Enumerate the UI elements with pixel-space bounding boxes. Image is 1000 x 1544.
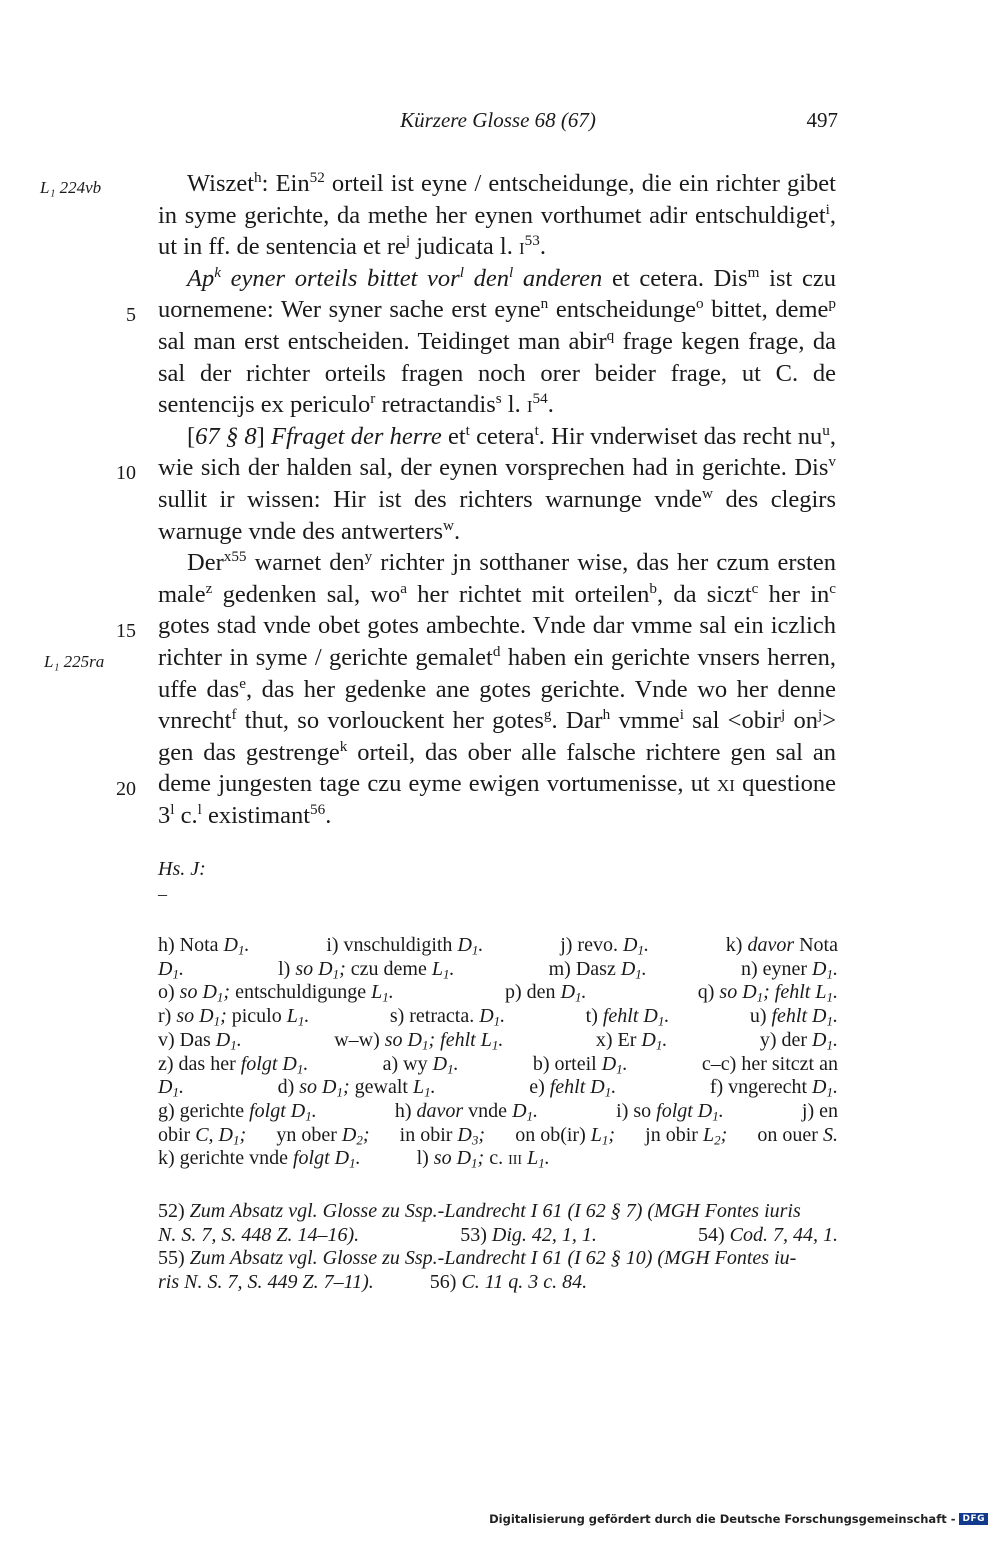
dfg-logo-icon: DFG	[959, 1513, 988, 1525]
footnote-line: 52) Zum Absatz vgl. Glosse zu Ssp.-Landrecht I 61 (I 62 § 7) (MGH Fontes iuris	[158, 1200, 801, 1222]
apparatus-line: $D_1$. d) so $D_1$; gewalt $L_1$. e) fehlt $D_1$. f) vngerecht $D_1$.	[158, 1076, 838, 1100]
main-text	[158, 168, 836, 831]
apparatus-line: z) das her folgt $D_1$. a) wy $D_1$. b) orteil $D_1$. c–c) her sitczt an	[158, 1052, 838, 1076]
source-footnotes	[158, 1200, 838, 1295]
paragraph: Der$^{x55}$ warnet den$^y$ richter jn sotthaner wise, das her czum ersten male$^z$ gedenken sal, $wo^a$ her richtet mit orteilen$^b$, da siczt$^c$ her $in^c$ gotes stad vnde obet gotes ambechte. Vnde dar vmme sal ein iczlich richter in syme / gerichte gemalet$^d$ haben ein gerichte vnsers herren, uffe das$^e$, das her gedenke ane gotes gerichte. Vnde wo her denne vnrecht$^f$ thut, so vorlouckent her gotes$^g$. Dar$^h$ vmme$^i$ sal <obir$^j$ $on^j>$ gen das gestrenge$^k$ orteil, das ober alle falsche richtere gen sal an deme jungesten tage czu eyme ewigen vortumenisse, ut xi questione 3$^l$ c.$^l$ existimant$^{56}$.	[158, 548, 837, 829]
footnote-line: 55) Zum Absatz vgl. Glosse zu Ssp.-Landrecht I 61 (I 62 § 10) (MGH Fontes iu-	[158, 1247, 797, 1270]
running-title: Kürzere Glosse 68 (67)	[400, 108, 596, 132]
apparatus-line: r) so $D_1$; piculo $L_1$. s) retracta. $D_1$. t) fehlt $D_1$. u) fehlt $D_1$.	[158, 1005, 838, 1029]
manuscript-dash: –	[158, 884, 167, 904]
paragraph: Wiszet$^h$: Ein$^{52}$ orteil ist eyne / entscheidunge, die ein richter gibet in syme gerichte, da methe her eynen vorthumet adir entschuldiget$^i$, ut in ff. de sentencia et $re^j$ judicata l. $i^{53}$.	[158, 169, 836, 261]
apparatus-line: g) gerichte folgt $D_1$. h) davor vnde $D_1$. i) so folgt $D_1$. j) en	[158, 1099, 838, 1124]
line-number: 10	[116, 462, 136, 484]
footnote-line: ris N. S. 7, S. 449 Z. 7–11). 56) C. 11 q. 3 c. 84.	[158, 1271, 588, 1294]
apparatus-line: h) Nota $D_1$. i) vnschuldigith $D_1$. j) revo. $D_1$. k) davor Nota	[158, 934, 838, 958]
paragraph: [67 § 8] Ffraget der herre $et^t$ cetera$^t$. Hir vnderwiset das recht $nu^u$, wie sich der halden sal, der eynen vorsprechen had in gerichte. Dis$^v$ sullit ir wissen: Hir ist des richters warnunge vnde$^w$ des clegirs warnuge vnde des antwerters$^w$.	[158, 421, 837, 545]
page-number: 497	[806, 108, 838, 132]
footnote-line: N. S. 7, S. 448 Z. 14–16). 53) Dig. 42, 1, 1. 54) Cod. 7, 44, 1.	[158, 1223, 838, 1246]
manuscript-label: Hs. J:	[158, 858, 206, 880]
running-head	[158, 108, 838, 138]
apparatus-line: v) Das $D_1$. w–w) so $D_1$; fehlt $L_1$. x) Er $D_1$. y) der $D_1$.	[158, 1028, 838, 1053]
line-number: 15	[116, 620, 136, 642]
critical-apparatus	[158, 934, 838, 1171]
margin-note: L₁ 225ra	[44, 652, 105, 671]
paragraph: Ap$^k$ eyner orteils bittet vor$^l$ den$^l$ anderen et cetera. Dis$^m$ ist czu uornemene: Wer syner sache erst eyne$^n$ entscheidunge$^o$ bittet, deme$^p$ sal man erst entscheiden. Teidinget man abir$^q$ frage kegen frage, da sal der richter orteils fragen noch orer beider frage, ut C. de sentencijs ex periculo$^r$ retractandis$^s$ l. $i^{54}$.	[158, 263, 836, 419]
line-number: 20	[116, 778, 136, 800]
apparatus-line: $D_1$. l) so $D_1$; czu deme $L_1$. m) Dasz $D_1$. n) eyner $D_1$.	[158, 957, 838, 981]
digitization-credit	[489, 1512, 988, 1526]
apparatus-line: k) gerichte vnde folgt $D_1$. l) so $D_1$; c. iii $L_1$.	[158, 1147, 550, 1171]
line-number: 5	[126, 304, 136, 326]
margin-note: L₁ 224vb	[40, 178, 102, 197]
apparatus-line: o) so $D_1$; entschuldigunge $L_1$. p) den $D_1$. q) so $D_1$; fehlt $L_1$.	[158, 981, 838, 1005]
credit-text: Digitalisierung gefördert durch die Deutsche Forschungsgemeinschaft -	[489, 1512, 956, 1526]
apparatus-line: obir C, $D_1$; yn ober $D_2$; in obir $D_3$; on ob(ir) $L_1$; jn obir $L_2$; on ouer S.	[158, 1123, 838, 1147]
